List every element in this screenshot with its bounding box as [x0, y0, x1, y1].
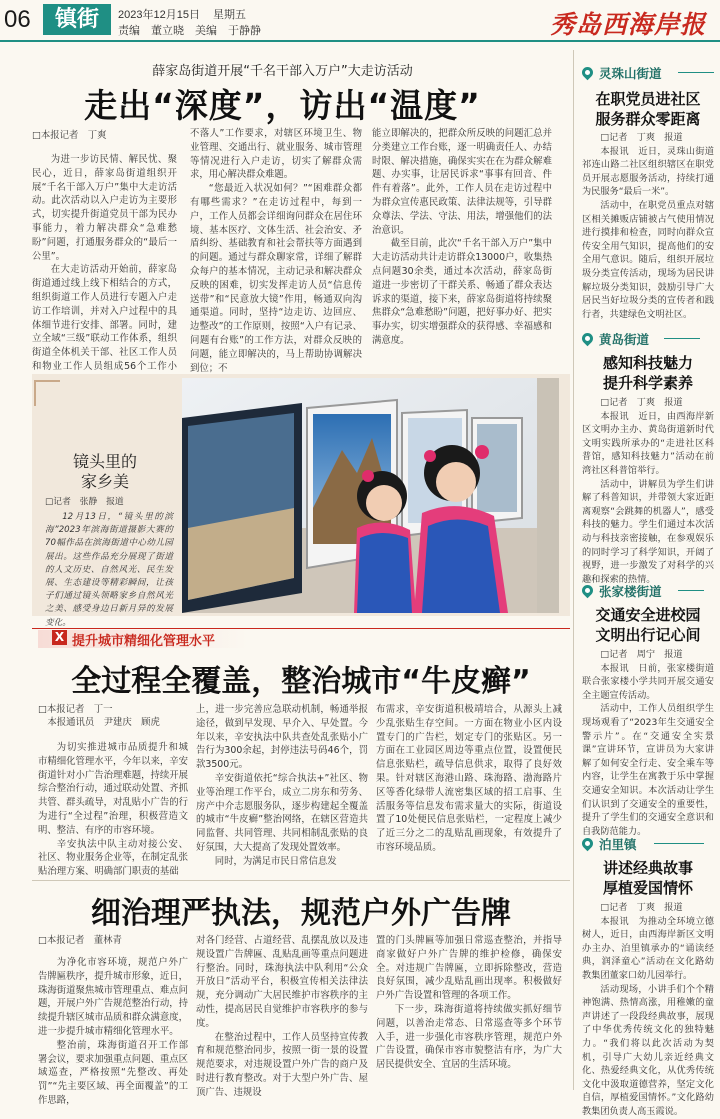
title-line: 交通安全进校园: [595, 606, 701, 624]
title-line: 讲述经典故事: [602, 859, 693, 877]
paragraph: 本报讯 日前，张家楼街道联合张家楼小学共同开展交通安全主题宣传活动。: [582, 662, 714, 701]
paragraph: 对各门经营、占道经营、乱摆乱放以及违规设置广告牌匾、乱贴乱画等重点问题进行整治。同时，珠海执法中队利用“公众开放日”活动平台，积极宣传相关法律法规，充分调动广大居民维护市容秩序的主动性，提高居民自觉维护市容秩序的参与度。: [196, 935, 368, 1029]
paragraph: 本报讯 近日，灵珠山街道祁连山路二社区组织辖区在职党员开展志愿服务活动，持续打通为民服务“最后一米”。: [582, 145, 714, 198]
story2-column-2: [196, 703, 368, 869]
tag-rule: [678, 590, 704, 591]
story3-column-3: [376, 934, 562, 1072]
story2-column-3: [376, 703, 562, 855]
paragraph: 本报讯 为推动全环境立德树人，近日，由西海岸新区文明办主办、泊里镇承办的“诵读经典，润泽童心”活动在文化路幼教集团董家口幼儿园举行。: [582, 915, 714, 981]
header-rule: [0, 40, 720, 42]
paragraph: 为进一步访民情、解民忧、聚民心，近日，薛家岛街道组织开展“千名干部入万户”集中大走访活动。此次活动以入户走访为主要形式，切实提升街道党员干部为民办事能力，着力解决群众“急难愁盼”问题，打通服务群众的“最后一公里”。: [32, 154, 177, 262]
story-kicker: 薛家岛街道开展“千名干部入万户”大走访活动: [152, 64, 413, 79]
editor-line: 责编 董立晓 美编 于静静: [118, 25, 261, 37]
title-line: 感知科技魅力: [602, 354, 693, 372]
page-number: 06: [4, 6, 31, 33]
district-tag-zhangjialou: [582, 582, 714, 604]
location-pin-icon: [580, 65, 596, 81]
photo-box-title: [45, 452, 165, 492]
story-byline: □本报记者 丁爽: [32, 130, 107, 141]
district-tag-lingzhushan: [582, 64, 714, 86]
district-tag-boli: [582, 835, 714, 857]
banner-rule: [32, 628, 570, 629]
banner-title: 提升城市精细化管理水平: [72, 634, 216, 649]
paragraph: 能立即解决的，把群众所反映的问题汇总并分类建立工作台账，逐一明确责任人、办结时限、解决措施，确保实实在在为群众解难题、办实事，让居民诉求“事事有回音、件件有着落”。此外，工作人员在走访过程中为群众宣传惠民政策、法律法规等，引导群众尊法、学法、守法、用法，增强他们的法治意识。: [372, 128, 552, 236]
story-column-3: [372, 127, 552, 348]
story2-headline: 全过程全覆盖，整治城市“牛皮癣”: [71, 664, 531, 699]
paragraph: 置的门头牌匾等加强日常巡查整治，并指导商家做好户外广告牌的维护检修，确保安全。对违规广告牌匾，立即拆除整改，营造良好氛围，减少乱贴乱画出现率。积极做好户外广告设置和管理的各项工作。: [376, 935, 562, 1002]
paragraph: “您最近入状况如何？”“困难群众都有哪些需求？”在走访过程中，每到一户，工作人员都会详细询问群众在居住环境、基本医疗、文体生活、社会治安、矛盾纠纷、基础教育和社会帮扶等方面遇到的问题。通过与群众聊家常，详细了解群众每户的基本情况，主动记录和解决群众反映的困难，切实发挥走访人员“信息传送带”和“民意放大镜”作用，畅通双向沟通渠道。同时，坚持“边走访、边回应、边整改”的工作原则，按照“入户有记录、问题有台账”的工作方法，对群众反映的问题，能立即解决的，马上帮助协调解决到位；不: [190, 183, 362, 374]
paragraph: 为净化市容环境，规范户外广告牌匾秩序，提升城市形象，近日，珠海街道聚焦城市管理重点、难点问题，开展户外广告规范整治行动，持续提升辖区城市品质和群众满意度，进一步提升城市精细化管理水平。: [38, 957, 189, 1037]
tag-rule: [654, 843, 704, 844]
title-line: 服务群众零距离: [595, 110, 701, 128]
title-line: 提升科学素养: [602, 374, 693, 392]
paragraph: 布需求，辛安街道积极靖培合，从源头上减少乱张贴生存空间。一方面在物业小区内设置专门的广告栏，划定专门的张贴区。另一方面在工业园区周边等重点位置，设置便民信息张贴栏，疏导信息供求，取得了良好效果。针对辖区海港山路、珠海路、渤海路片区等香化绿带人流密集区域的招工启事、生活服务等信息发布需求量大的实际，街道设置了10处便民信息张贴栏，一定程度上减少了近三分之二的乱贴乱画现象，有效提升了市容环境品质。: [376, 704, 562, 853]
story2-byline-1: □本报记者 丁一: [38, 704, 113, 715]
district-tag-huangdao: [582, 330, 714, 352]
photo-box-title-line1: 镜头里的: [72, 452, 137, 471]
right-story-4-title: [582, 858, 714, 898]
issue-weekday: 星期五: [213, 9, 246, 21]
story3-byline: □本报记者 董林青: [38, 935, 122, 946]
paragraph: 活动现场，小讲手们个个精神饱满、热情高涨，用稚嫩的童声讲述了一段段经典故事，展现了中华优秀传统文化的独特魅力。“我们将以此次活动为契机，引导广大幼儿亲近经典文化、热爱经典文化，从优秀传统文化中汲取道德营养，坚定文化自信，厚植爱国情怀。”文化路幼教集团负责人高玉霞说。: [582, 983, 714, 1117]
district-tag-label: 张家楼街道: [599, 584, 662, 599]
paragraph: 活动中，在职党员重点对辖区相关摊贩店铺被占气使用情况进行摸排和检查，同时向群众宣传安全用气知识，提高他们的安全用气意识。随后，组织开展垃圾分类宣传活动，现场为居民讲解垃圾分类知识，鼓励引导广大居民当好垃圾分类的宣传者和践行者，共建绿色文明社区。: [582, 199, 714, 320]
paragraph: 整治前，珠海街道召开工作部署会议，要求加强重点问题、重点区域巡查，严格按照“先整改、再处罚”“先主要区域、再全面覆盖”的工作思路，: [38, 1039, 189, 1106]
location-pin-icon: [580, 836, 596, 852]
paragraph: 上，进一步完善应急联动机制，畅通举报途径，做到早发现、早介入、早处置。今年以来，辛安执法中队共查处乱张贴小广告行为300余起，封停违法号码46个，罚款3500元。: [196, 704, 368, 771]
story2-column-1: [38, 741, 188, 879]
section-name: 镇街: [43, 4, 111, 35]
paragraph: 活动中，讲解员为学生们讲解了科普知识，并带领大家近距离观察“会跳舞的机器人”，感受科技的魅力。学生们通过本次活动与科技亲密接触，在参观娱乐的同时学习了科学知识，开阔了视野，进一步激发了对科学的兴趣和探索的热情。: [582, 478, 714, 585]
banner-x-icon: X: [52, 630, 67, 645]
story-headline: 走出“深度”，访出“温度”: [84, 86, 481, 125]
byline: □记者 丁爽 报道: [600, 902, 683, 913]
paragraph: 截至目前，此次“千名干部入万户”集中大走访活动共计走访群众13000户，收集热点问题30余类，通过本次活动，薛家岛街道进一步密切了干群关系、畅通了群众表达诉求的渠道，接下来，薛家岛街道将持续聚焦群众“急难愁盼”问题，把好事办好、把实事办实，切实增强群众的获得感、幸福感和满意度。: [372, 238, 552, 346]
right-story-1-title: [582, 89, 714, 129]
column-divider: [573, 50, 574, 1090]
newspaper-brand-logo: 秀岛西海岸报: [549, 10, 706, 39]
paragraph: 下一步，珠海街道将持续做实抓好细节问题，以善治走常态、日常巡查等多个环节入手，进一步强化市容秩序管理，规范户外广告设置，确保市容市貌整洁有序，为广大居民提供安全、宜居的生活环境。: [376, 1003, 562, 1071]
location-pin-icon: [580, 583, 596, 599]
paragraph: 辛安执法中队主动对接公安、社区、物业服务企业等，在制定乱张贴治理方案、明确部门职责的基础: [38, 838, 189, 878]
byline: □记者 周宁 报道: [600, 649, 683, 660]
paragraph: 在整治过程中，工作人员坚持宣传教育和规范整治同步，按照一街一景的设置规范要求，对违规设置户外广告的商户及时进行教育整改。对于大型户外广告、屋顶广告、违规设: [196, 1031, 368, 1098]
byline: □记者 丁爽 报道: [600, 132, 683, 143]
location-pin-icon: [580, 331, 596, 347]
right-story-3-title: [582, 605, 714, 645]
photo-byline: □记者 张静 报道: [45, 497, 124, 507]
title-line: 厚植爱国情怀: [602, 879, 693, 897]
right-story-2-body: [582, 396, 714, 586]
right-story-4-body: [582, 901, 714, 1117]
byline: □记者 丁爽 报道: [600, 397, 683, 408]
story3-column-2: [196, 934, 368, 1100]
paragraph: 同时，为满足市民日常信息发: [214, 855, 337, 867]
paragraph: 不落人”工作要求，对辖区环境卫生、物业管理、交通出行、就业服务、城市管理等情况进行入户走访，切实了解群众需求，用心解决群众难题。: [190, 128, 362, 181]
story-column-1: [32, 153, 177, 401]
title-line: 在职党员进社区: [595, 90, 701, 108]
photo-box-title-line2: 家乡美: [80, 472, 129, 491]
right-story-2-title: [582, 353, 714, 393]
right-story-1-body: [582, 131, 714, 321]
story3-headline: 细治理严执法，规范户外广告牌: [91, 896, 511, 931]
story-column-2: [190, 127, 362, 375]
photo-caption: 12月13日，“镜头里的滨海”2023年滨海街道摄影大赛的70幅作品在滨海街道中心幼儿园展出。这些作品充分展现了街道的人文历史、自然风光、民生发展、生态建设等精彩瞬间，让孩子们通过镜头领略家乡自然风光之美、感受身边日新月异的发展变化。: [45, 512, 173, 628]
tag-rule: [664, 338, 700, 339]
paragraph: 为切实推进城市品质提升和城市精细化管理水平，今年以来，辛安街道针对小广告治理难题，持续开展综合整治行动，通过联动处置、齐抓共管、群头疏导，对乱贴小广告的行为进行“全过程”治理，积极营造文明、整洁、有序的市容环境。: [38, 742, 189, 836]
page-header: [0, 0, 720, 40]
section-divider: [32, 880, 570, 881]
exhibition-photo: [182, 378, 559, 613]
paragraph: 辛安街道依托“综合执法+”社区、物业等治理工作平台，成立二房东和劳务、房产中介志愿服务队，逐步构建起全覆盖的城市“牛皮癣”整治网络，在辖区营造共同监督、共同管理、共同相制乱张贴的良好氛围，大大提高了发现处置效率。: [196, 772, 368, 853]
title-line: 文明出行记心间: [595, 626, 701, 644]
paragraph: 在大走访活动开始前，薛家岛街道通过线上线下相结合的方式，组织街道工作人员进行专题入户走访工作培训，并对入户过程中的具体细节进行安排、部署。同时，建立全域“三级”联动工作体系，组织街道全体机关干部、社区工作人员和物业工作人员组成56个工作小: [32, 264, 177, 372]
story3-column-1: [38, 956, 188, 1108]
district-tag-label: 黄岛街道: [599, 332, 650, 347]
story2-byline-2: 本报通讯员 尹建庆 顾虎: [38, 717, 160, 728]
paragraph: 本报讯 近日，由西海岸新区文明办主办、黄岛街道新时代文明实践所承办的“走进社区科普馆，感知科技魅力”活动在前湾社区科普馆举行。: [582, 410, 714, 476]
district-tag-label: 灵珠山街道: [599, 66, 662, 81]
right-story-3-body: [582, 648, 714, 838]
district-tag-label: 泊里镇: [599, 837, 637, 852]
issue-date: 2023年12月15日: [118, 9, 200, 21]
tag-rule: [678, 72, 714, 73]
paragraph: 活动中，工作人员组织学生现场观看了“2023年生交通安全警示片”。在“交通安全实景课”宣讲环节，宣讲员为大家讲解了如何安全行走、安全乘车等内容，让学生在寓教于乐中掌握交通安全知识。本次活动让学生们认识到了交通安全的重要性，提升了学生们的交通安全意识和自我防范能力。: [582, 703, 714, 837]
corner-ornament: [34, 380, 60, 406]
